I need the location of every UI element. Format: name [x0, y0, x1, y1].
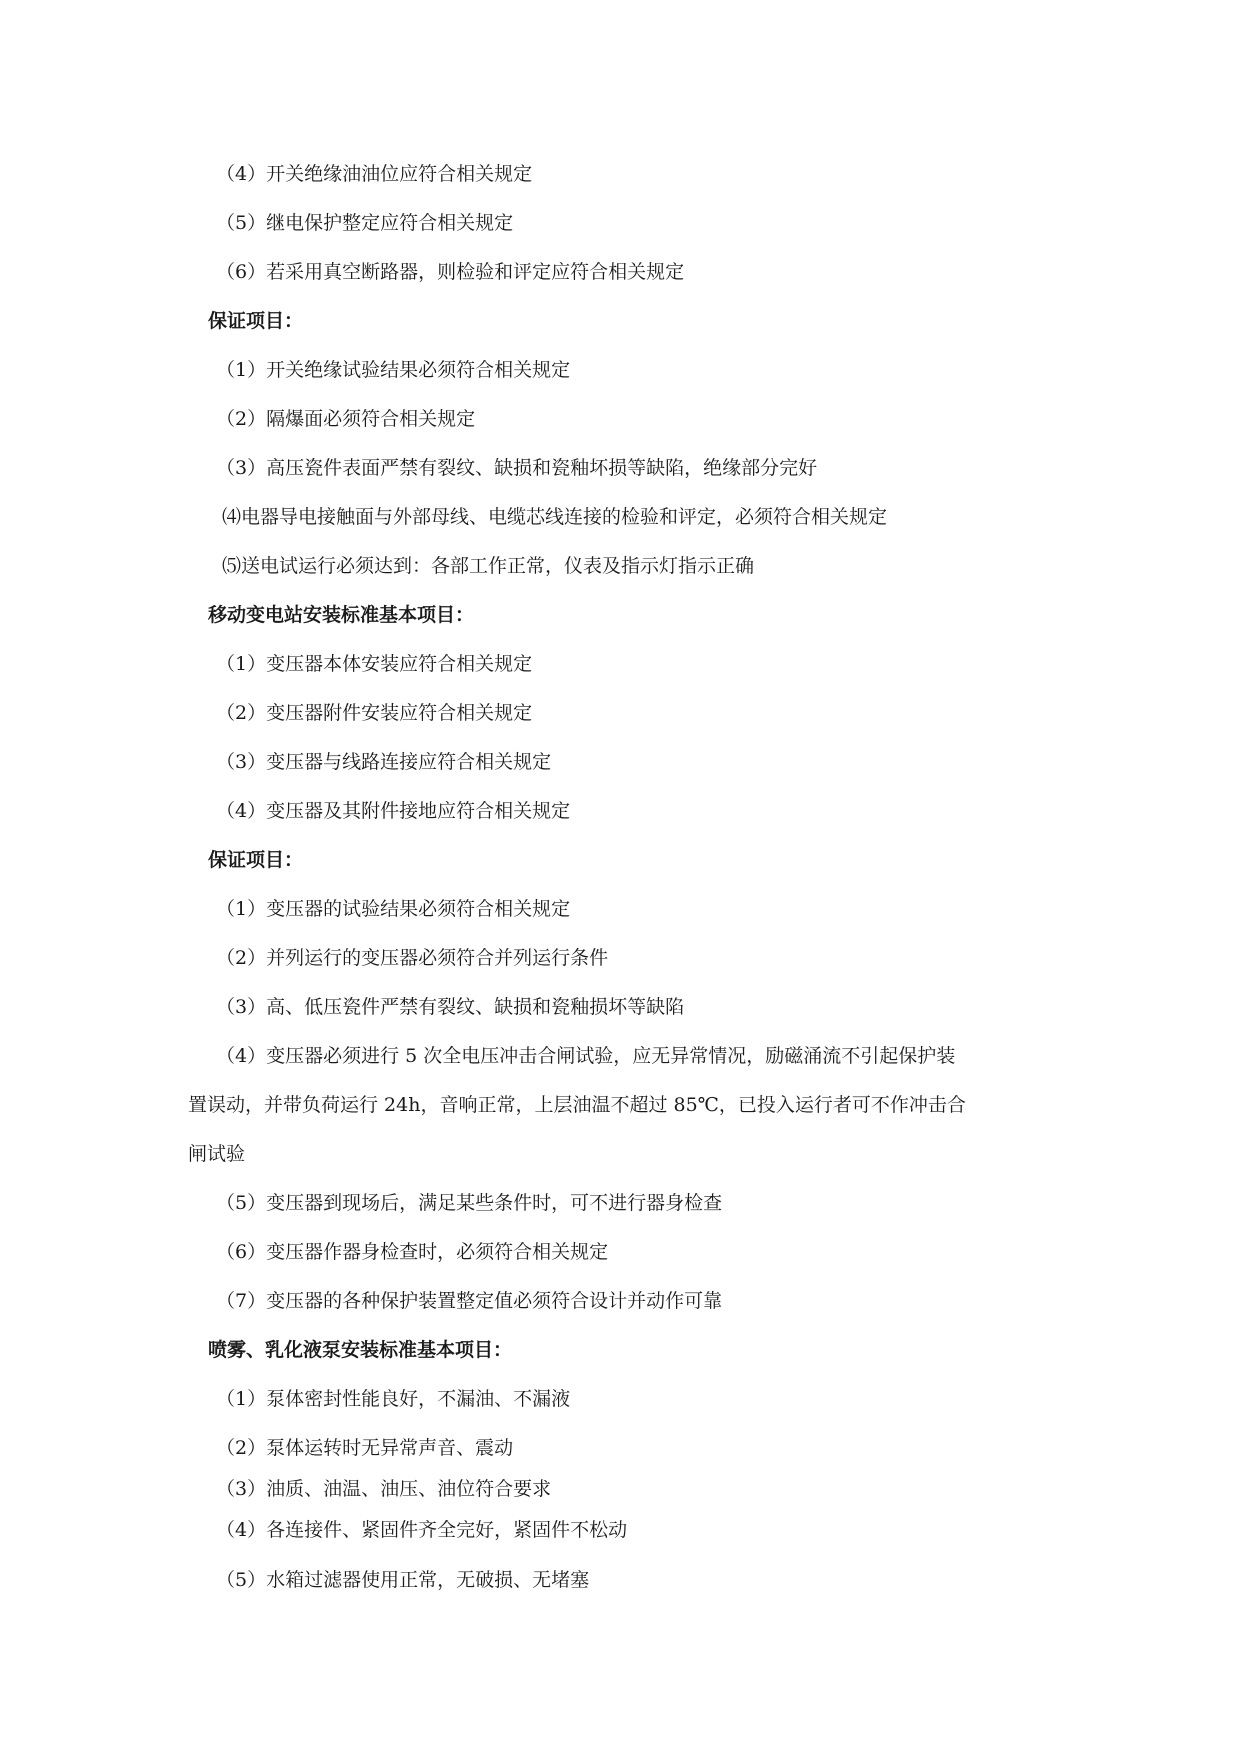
section-heading: 保证项目：: [208, 310, 304, 332]
text-line: （1）泵体密封性能良好，不漏油、不漏液: [216, 1388, 571, 1410]
text-line: （3）高、低压瓷件严禁有裂纹、缺损和瓷釉损坏等缺陷: [216, 996, 685, 1018]
text-line: （6）变压器作器身检查时，必须符合相关规定: [216, 1241, 609, 1263]
section-heading: 移动变电站安装标准基本项目：: [208, 604, 475, 626]
text-line: ⑷电器导电接触面与外部母线、电缆芯线连接的检验和评定，必须符合相关规定: [222, 506, 888, 528]
text-line: （5）变压器到现场后，满足某些条件时，可不进行器身检查: [216, 1192, 723, 1214]
text-line: （2）隔爆面必须符合相关规定: [216, 408, 476, 430]
text-line: （2）泵体运转时无异常声音、震动: [216, 1437, 514, 1459]
text-line: ⑸送电试运行必须达到：各部工作正常，仪表及指示灯指示正确: [222, 555, 755, 577]
text-line: （1）变压器本体安装应符合相关规定: [216, 653, 533, 675]
text-line: （5）继电保护整定应符合相关规定: [216, 212, 514, 234]
text-line: 置误动，并带负荷运行 24h，音响正常，上层油温不超过 85℃，已投入运行者可不作冲击合: [188, 1094, 966, 1116]
section-heading: 喷雾、乳化液泵安装标准基本项目：: [208, 1339, 513, 1361]
text-line: （3）高压瓷件表面严禁有裂纹、缺损和瓷釉坏损等缺陷，绝缘部分完好: [216, 457, 818, 479]
text-line: 闸试验: [188, 1143, 246, 1165]
text-line: （5）水箱过滤器使用正常，无破损、无堵塞: [216, 1569, 590, 1591]
text-line: （1）变压器的试验结果必须符合相关规定: [216, 898, 571, 920]
text-line: （1）开关绝缘试验结果必须符合相关规定: [216, 359, 571, 381]
text-line: （7）变压器的各种保护装置整定值必须符合设计并动作可靠: [216, 1290, 723, 1312]
text-line: （2）变压器附件安装应符合相关规定: [216, 702, 533, 724]
text-line: （6）若采用真空断路器，则检验和评定应符合相关规定: [216, 261, 685, 283]
section-heading: 保证项目：: [208, 849, 304, 871]
text-line: （4）变压器必须进行 5 次全电压冲击合闸试验，应无异常情况，励磁涌流不引起保护装: [216, 1045, 956, 1067]
text-line: （4）各连接件、紧固件齐全完好，紧固件不松动: [216, 1519, 628, 1541]
text-line: （3）油质、油温、油压、油位符合要求: [216, 1478, 552, 1500]
text-line: （4）变压器及其附件接地应符合相关规定: [216, 800, 571, 822]
text-line: （3）变压器与线路连接应符合相关规定: [216, 751, 552, 773]
text-line: （2）并列运行的变压器必须符合并列运行条件: [216, 947, 609, 969]
text-line: （4）开关绝缘油油位应符合相关规定: [216, 163, 533, 185]
